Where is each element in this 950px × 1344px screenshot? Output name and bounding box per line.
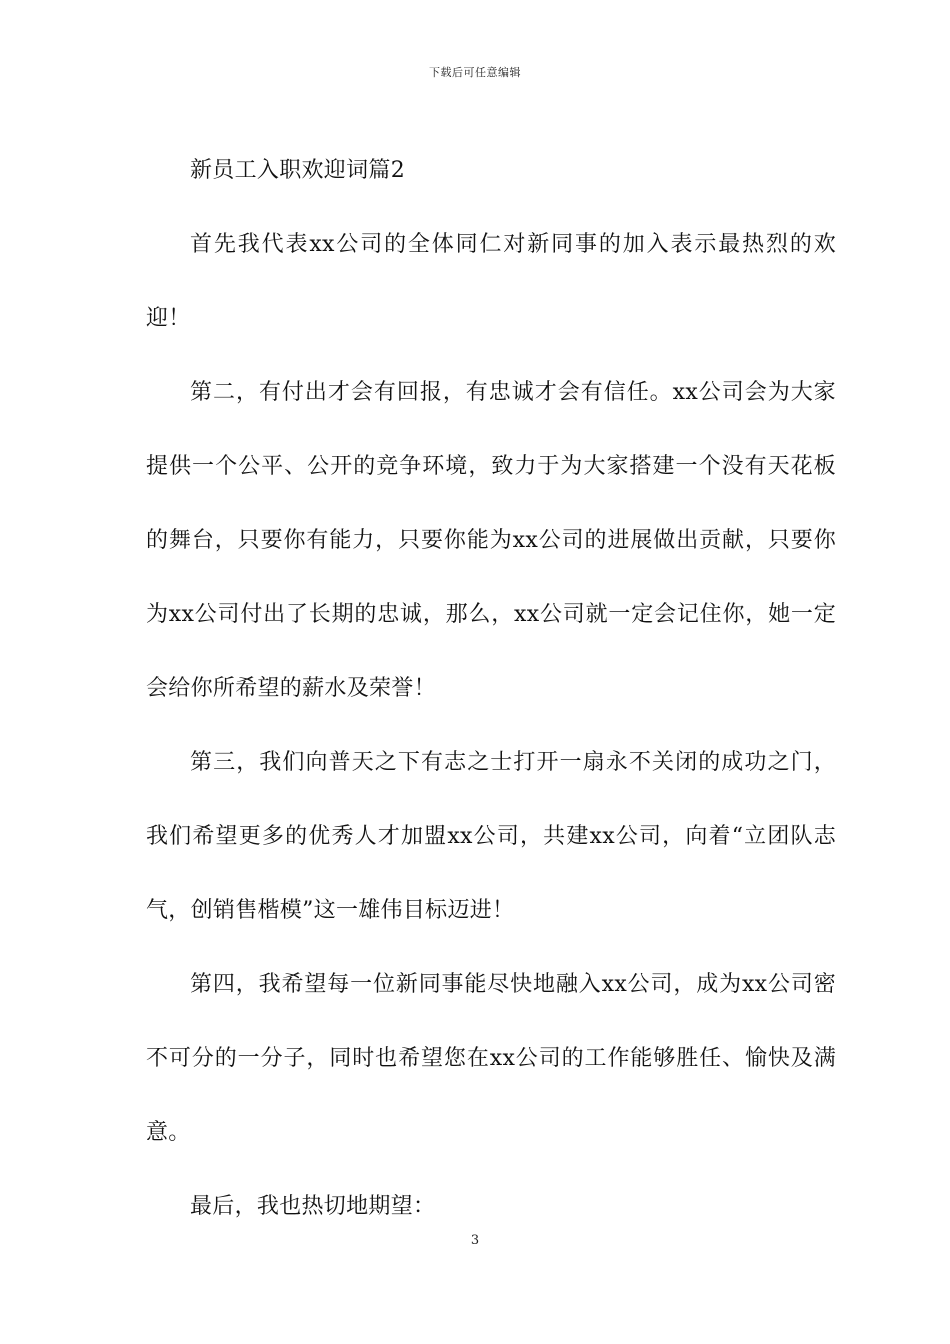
page-number: 3: [470, 1233, 480, 1248]
paragraph-third: 第三，我们向普天之下有志之士打开一扇永不关闭的成功之门，我们希望更多的优秀人才加盟xx公司，共建xx公司，向着“立团队志气，创销售楷模”这一雄伟目标迈进！: [146, 750, 836, 923]
paragraph-fourth: 第四，我希望每一位新同事能尽快地融入xx公司，成为xx公司密不可分的一分子，同时也希望您在xx公司的工作能够胜任、愉快及满意。: [146, 972, 836, 1145]
page-header: 下载后可任意编辑: [429, 66, 521, 79]
document-body: [146, 134, 836, 1244]
section-title: 新员工入职欢迎词篇2: [190, 158, 405, 183]
paragraph-last: 最后，我也热切地期望：: [190, 1194, 436, 1219]
paragraph-welcome: 首先我代表xx公司的全体同仁对新同事的加入表示最热烈的欢迎！: [146, 232, 836, 331]
paragraph-second: 第二，有付出才会有回报，有忠诚才会有信任。xx公司会为大家提供一个公平、公开的竞争环境，致力于为大家搭建一个没有天花板的舞台，只要你有能力，只要你能为xx公司的进展做出贡献，只要你为xx公司付出了长期的忠诚，那么，xx公司就一定会记住你，她一定会给你所希望的薪水及荣誉！: [146, 380, 836, 701]
